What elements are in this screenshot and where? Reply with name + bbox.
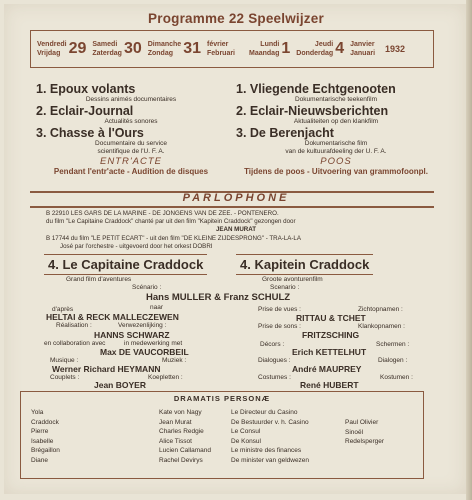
lyricist-name: Jean BOYER [94, 380, 146, 390]
scenario-fr: Scénario : [132, 284, 162, 291]
fr-intermission-note: Pendant l'entr'acte - Audition de disques [53, 167, 209, 176]
musique-label: Musique : [50, 357, 79, 364]
dapres-label: d'après [52, 306, 74, 313]
sets-name: Erich KETTELHUT [292, 347, 367, 357]
fr-item-2: 2. Eclair-Journal [36, 104, 134, 118]
prise-son-label: Prise de sons : [258, 323, 301, 330]
record-1-singer: JEAN MURAT [215, 226, 257, 233]
dialogen-label: Dialogen : [378, 357, 408, 364]
koepletten-label: Koepletten : [148, 374, 183, 381]
date-day-3: Dimanche Zondag [147, 41, 182, 57]
camera-names: RITTAU & TCHET [296, 313, 366, 323]
dutch-column [236, 82, 436, 176]
collab-nl-label: in medewerking met [124, 340, 183, 347]
nl-item-2: 2. Eclair-Nieuwsberichten [236, 104, 389, 118]
naar-label: naar [150, 304, 164, 311]
verwezenlijking-label: Verwezenlijking : [118, 322, 167, 329]
cast-actors-1: Kate von Nagy Jean Murat Charles Redgie Alice Tissot Lucien Callamand Rachel Devirys [159, 409, 212, 464]
sound-name: FRITZSCHING [302, 330, 360, 340]
cast-actors-2: Paul Olivier Sinoël Redelsperger [345, 419, 385, 446]
fr-item-3: 3. Chasse à l'Ours [36, 126, 144, 140]
cast-title: DRAMATIS PERSONÆ [173, 394, 271, 403]
groote-label: Groote avonturenfilm [262, 276, 323, 283]
record-1-line-2: du film "Le Capitaine Craddock" chanté par uit den film "Kapitein Craddock" gezongen door [46, 218, 296, 225]
page-edge [466, 0, 472, 500]
realisation-label: Réalisation : [56, 322, 92, 329]
scenario-nl: Scenario : [270, 284, 300, 291]
date-month-1: février Februari [207, 41, 236, 57]
klankopnamen-label: Klankopnamen : [358, 323, 405, 330]
date-num-3: 31 [183, 40, 201, 57]
fr-feature-title: 4. Le Capitaine Craddock [44, 254, 207, 275]
dialogues-label: Dialogues : [258, 357, 291, 364]
fr-item-2-desc: Actualités sonores [104, 118, 158, 125]
composer-name: Werner Richard HEYMANN [52, 364, 161, 374]
decors-label: Décors : [260, 341, 285, 348]
cast-roles-2: Le Directeur du Casino De Bestuurder v. h. Casino Le Consul De Konsul Le ministre des finances De minister van geldwezen [231, 409, 310, 464]
parlophone-heading: PARLOPHONE [182, 192, 290, 204]
fr-item-1-desc: Dessins animés documentaires [85, 96, 177, 103]
date-day-2: Samedi Zaterdag [92, 41, 122, 57]
cast-roles-1: Yola Craddock Pierre Isabelle Brégaillon Diane [31, 409, 60, 464]
record-2-line-2: José par l'orchestre - uitgevoerd door het orkest DOBRI [60, 243, 213, 250]
grand-film-label: Grand film d'aventures [66, 276, 132, 283]
date-day-5: Jeudi Donderdag [296, 41, 334, 57]
nl-item-2-desc: Aktualiteiten op den klankfilm [293, 118, 379, 125]
record-2-line-1: B 17744 du film "LE PETIT ECART" - uit den film "DE KLEINE ZIJDESPRONG" - TRA-LA-LA [46, 235, 301, 242]
zichtopnamen-label: Zichtopnamen : [358, 306, 403, 313]
nl-item-1-desc: Dokumentarische teekenfilm [294, 96, 377, 103]
nl-item-1: 1. Vliegende Echtgenooten [236, 82, 396, 96]
couplets-label: Couplets : [50, 374, 80, 381]
cast-box [20, 391, 424, 479]
schermen-label: Schermen : [376, 341, 410, 348]
muziek-label: Muziek : [162, 357, 187, 364]
prise-vues-label: Prise de vues : [258, 306, 301, 313]
nl-intermission-note: Tijdens de poos - Uitvoering van grammofoonpl. [244, 167, 428, 176]
costume-name: René HUBERT [300, 380, 359, 390]
french-column [36, 82, 226, 176]
fr-item-3-desc-2: scientifique de l'U. F. A. [97, 148, 165, 155]
director-name: HANNS SCHWARZ [94, 330, 170, 340]
heltai-names: HELTAI & RECK MALLECZEWEN [46, 312, 179, 322]
date-day-1: Vendredi Vrijdag [37, 41, 67, 57]
date-num-1: 29 [68, 40, 87, 57]
poos-label: POOS [320, 156, 352, 167]
fr-item-1: 1. Epoux volants [36, 82, 136, 96]
costumes-label: Costumes : [258, 374, 291, 381]
dialogue-name: André MAUPREY [292, 364, 362, 374]
program-title: Programme 22 Speelwijzer [148, 11, 324, 26]
collaborator-name: Max DE VAUCORBEIL [100, 347, 189, 357]
kostumen-label: Kostumen : [380, 374, 413, 381]
fr-item-3-desc-1: Documentaire du service [95, 140, 167, 147]
nl-feature-title: 4. Kapitein Craddock [236, 254, 373, 275]
date-year: 1932 [385, 44, 406, 54]
date-num-5: 4 [335, 40, 345, 57]
date-num-4: 1 [281, 40, 291, 57]
collab-fr-label: en collaboration avec [44, 340, 106, 347]
scenario-names: Hans MULLER & Franz SCHULZ [146, 292, 291, 303]
date-month-2: Janvier Januari [350, 41, 376, 57]
date-num-2: 30 [123, 40, 142, 57]
nl-item-3: 3. De Berenjacht [236, 126, 334, 140]
nl-item-3-desc-2: van de kultuurafdeeling der U. F. A. [285, 148, 387, 155]
entracte-label: ENTR'ACTE [99, 156, 162, 167]
nl-item-3-desc-1: Dokumentarische film [304, 140, 368, 147]
record-1-line-1: B 22910 LES GARS DE LA MARINE - DE JONGENS VAN DE ZEE. - PONTENERO. [46, 210, 279, 217]
date-day-4: Lundi Maandag [249, 41, 280, 57]
date-box [30, 30, 434, 68]
divider-bottom [30, 206, 434, 208]
